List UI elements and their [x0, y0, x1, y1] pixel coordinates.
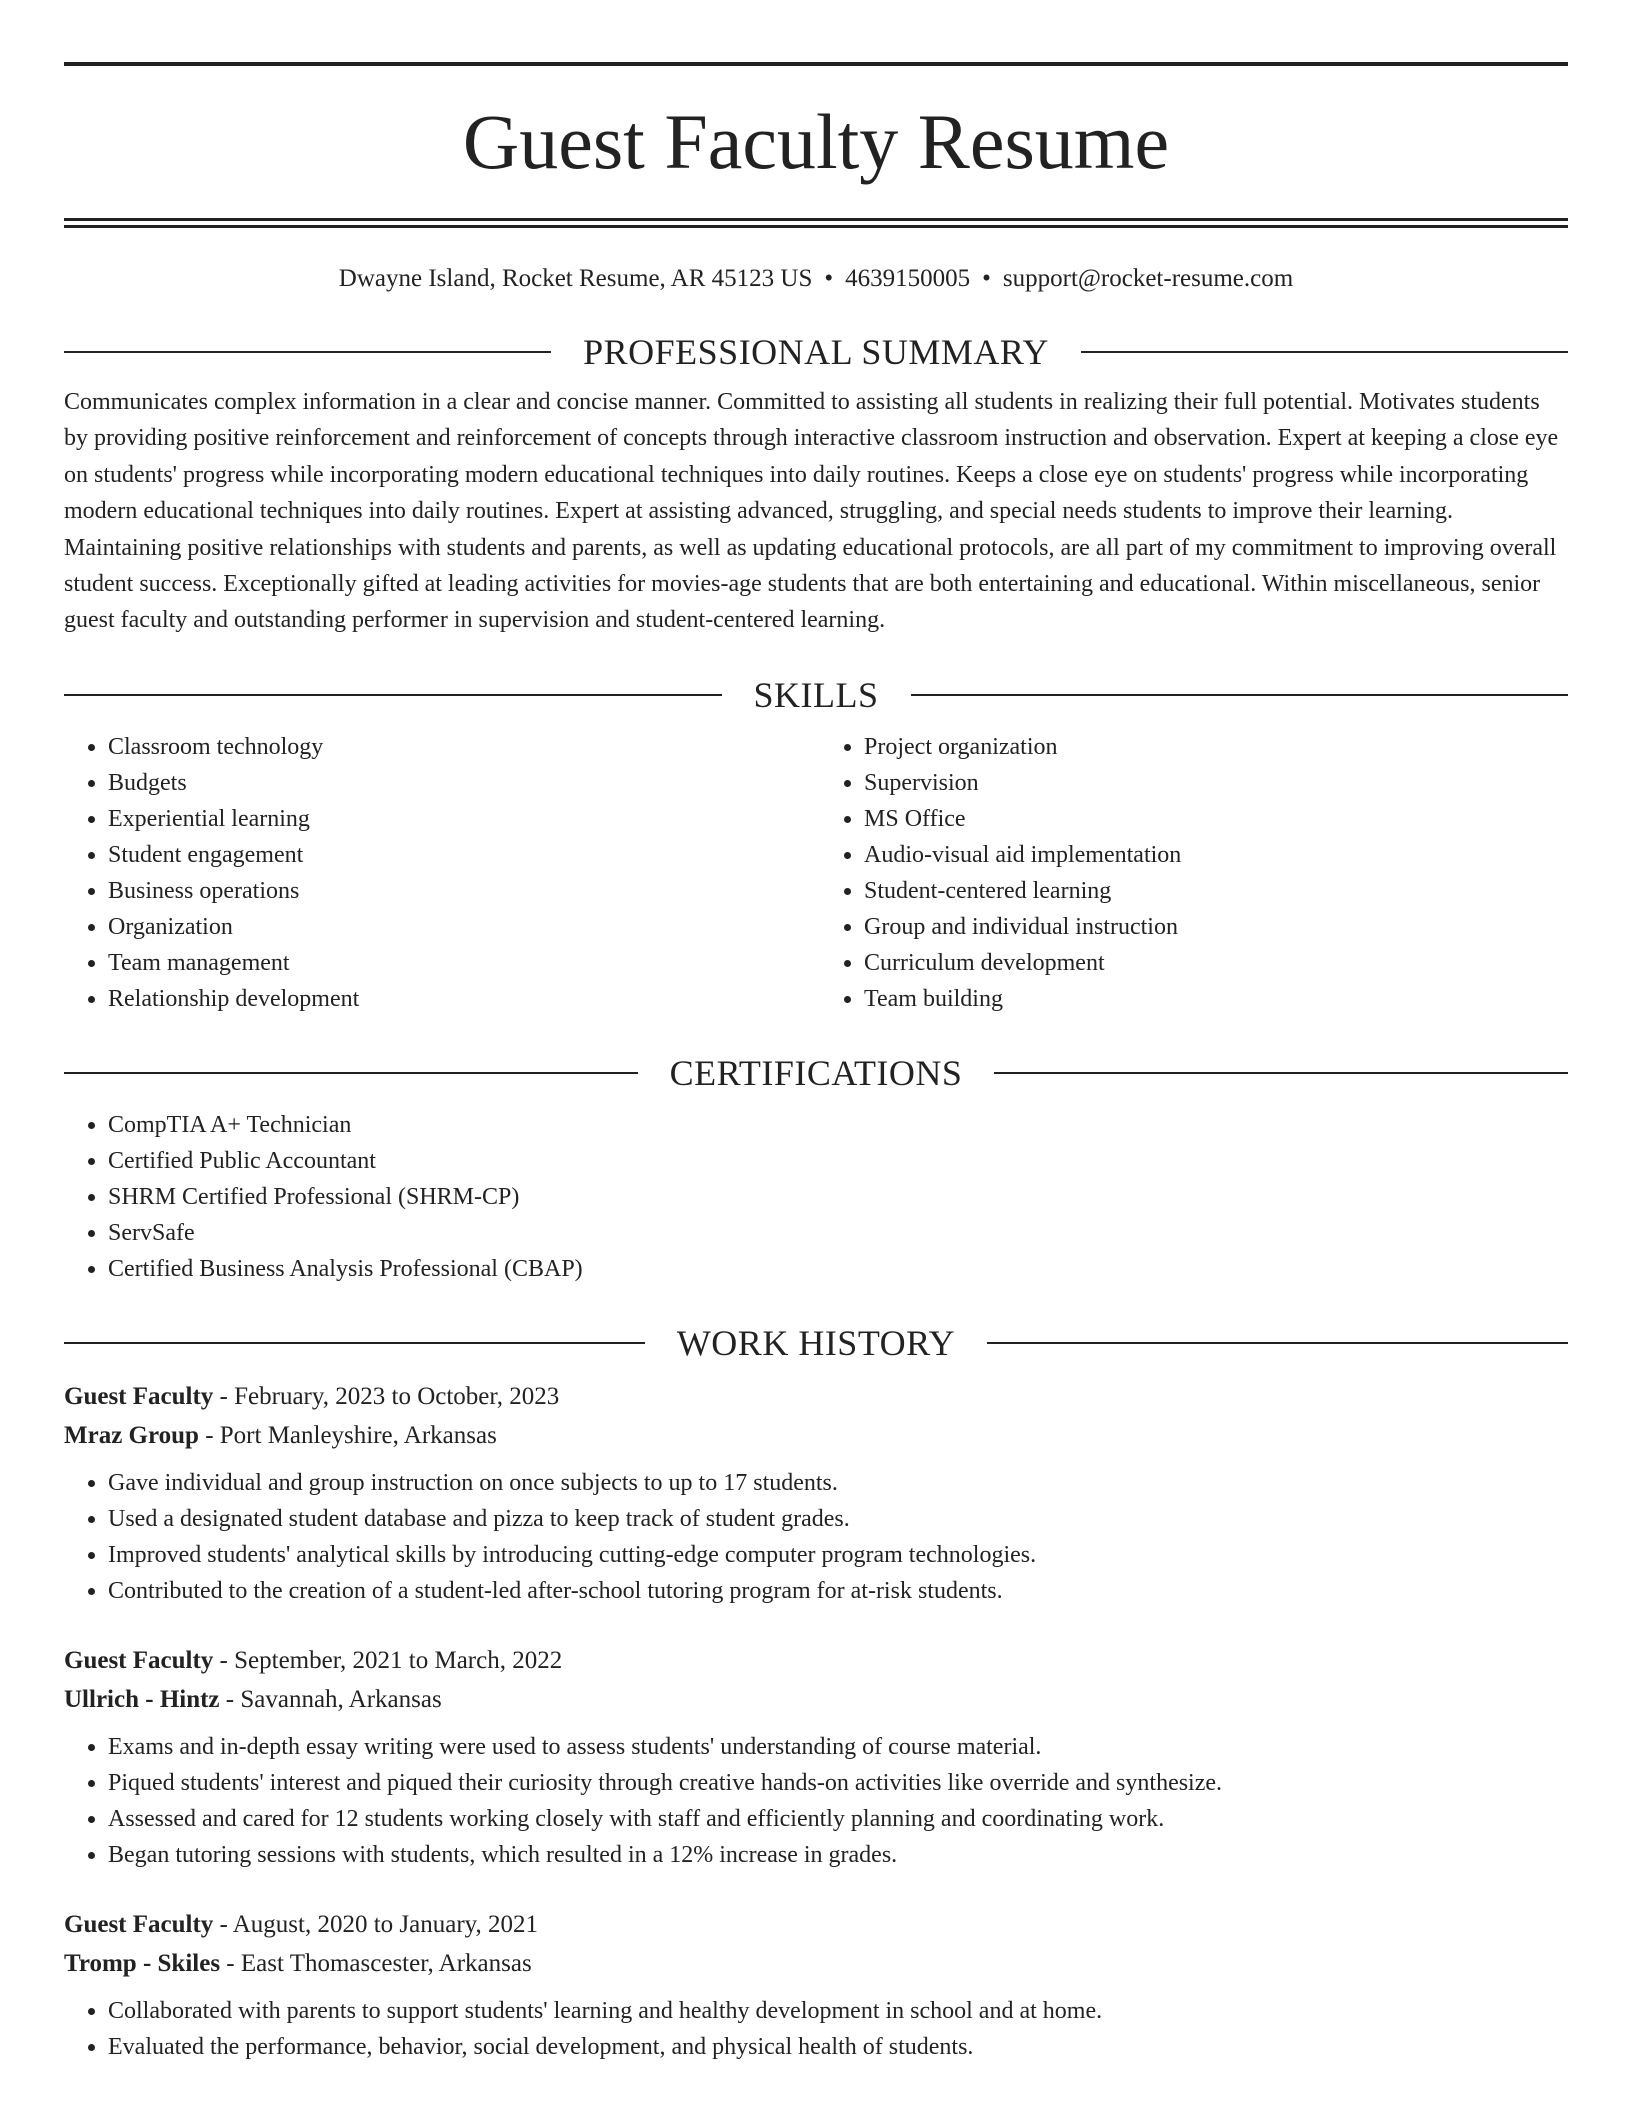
skills-left-column [64, 729, 816, 1017]
skills-left-list [64, 729, 816, 1017]
section-title: PROFESSIONAL SUMMARY [583, 332, 1049, 372]
certifications-block [64, 1107, 1568, 1287]
job-bullets [64, 1465, 1568, 1609]
job-dates: - August, 2020 to January, 2021 [213, 1910, 539, 1938]
job-bullet: • Began tutoring sessions with students, which resulted in a 12% increase in grades. [108, 1837, 1568, 1873]
job-company: Mraz Group [64, 1421, 199, 1449]
skill-item: • Student engagement [108, 837, 816, 873]
skill-item: • Student-centered learning [864, 873, 1568, 909]
heading-rule [911, 694, 1569, 696]
job-title-line [64, 1641, 1568, 1680]
job-dates: - September, 2021 to March, 2022 [213, 1646, 563, 1674]
skills-columns [64, 729, 1568, 1017]
skill-item: • Relationship development [108, 981, 816, 1017]
job-entry [64, 1905, 1568, 2065]
skills-right-list [816, 729, 1568, 1017]
heading-rule [987, 1342, 1568, 1344]
title-double-rule [64, 218, 1568, 228]
skill-item: • Business operations [108, 873, 816, 909]
heading-rule [64, 1342, 645, 1344]
contact-address: Dwayne Island, Rocket Resume, AR 45123 US [338, 265, 813, 292]
job-company: Tromp - Skiles [64, 1949, 221, 1977]
job-entry [64, 1377, 1568, 1609]
job-title: Guest Faculty [64, 1646, 214, 1674]
job-title: Guest Faculty [64, 1382, 214, 1410]
skill-item: • MS Office [864, 801, 1568, 837]
job-company-line [64, 1680, 1568, 1719]
job-company-line [64, 1944, 1568, 1983]
skill-item: • Organization [108, 909, 816, 945]
resume-title: Guest Faculty Resume [462, 98, 1170, 185]
contact-email: support@rocket-resume.com [1002, 265, 1294, 292]
job-bullet: • Assessed and cared for 12 students working closely with staff and efficiently planning and coordinating work. [108, 1801, 1568, 1837]
certification-item: • CompTIA A+ Technician [108, 1107, 1568, 1143]
skill-item: • Project organization [864, 729, 1568, 765]
top-rule [64, 62, 1568, 66]
heading-rule [64, 1072, 638, 1074]
skill-item: • Experiential learning [108, 801, 816, 837]
job-bullets [64, 1993, 1568, 2065]
certifications-list [64, 1107, 1568, 1287]
skills-right-column [816, 729, 1568, 1017]
job-title-line [64, 1377, 1568, 1416]
skill-item: • Supervision [864, 765, 1568, 801]
job-company-line [64, 1416, 1568, 1455]
summary-heading [64, 330, 1568, 374]
skill-item: • Audio-visual aid implementation [864, 837, 1568, 873]
certifications-heading [64, 1051, 1568, 1095]
job-bullets [64, 1729, 1568, 1873]
job-title-line [64, 1905, 1568, 1944]
skill-item: • Group and individual instruction [864, 909, 1568, 945]
job-bullet: • Used a designated student database and pizza to keep track of student grades. [108, 1501, 1568, 1537]
heading-rule [64, 351, 551, 353]
job-bullet: • Collaborated with parents to support students' learning and healthy development in school and at home. [108, 1993, 1568, 2029]
contact-phone: 4639150005 [845, 265, 971, 292]
skill-item: • Budgets [108, 765, 816, 801]
heading-rule [994, 1072, 1568, 1074]
skill-item: • Team management [108, 945, 816, 981]
contact-separator: • [982, 265, 991, 292]
job-bullet: • Improved students' analytical skills by introducing cutting-edge computer program technologies. [108, 1537, 1568, 1573]
summary-text: Communicates complex information in a clear and concise manner. Committed to assisting all students in realizing their full potential. Motivates students by providing positive reinforcement and reinforcement of concepts through interactive classroom instruction and observation. Expert at keeping a close eye on students' progress while incorporating modern educational techniques into daily routines. Keeps a close eye on students' progress while incorporating modern educational techniques into daily routines. Expert at assisting advanced, struggling, and special needs students to improve their learning. Maintaining positive relationships with students and parents, as well as updating educational protocols, are all part of my commitment to improving overall student success. Exceptionally gifted at leading activities for movies-age students that are both entertaining and educational. Within miscellaneous, senior guest faculty and outstanding performer in supervision and student-centered learning. [64, 389, 1559, 634]
certification-item: • SHRM Certified Professional (SHRM-CP) [108, 1179, 1568, 1215]
job-dates: - February, 2023 to October, 2023 [213, 1382, 560, 1410]
contact-line [64, 262, 1568, 296]
heading-rule [1081, 351, 1568, 353]
heading-rule [64, 694, 722, 696]
job-bullet: • Piqued students' interest and piqued their curiosity through creative hands-on activities like override and synthesize. [108, 1765, 1568, 1801]
job-location: - Port Manleyshire, Arkansas [198, 1421, 497, 1449]
job-location: - Savannah, Arkansas [219, 1685, 442, 1713]
skill-item: • Curriculum development [864, 945, 1568, 981]
skill-item: • Team building [864, 981, 1568, 1017]
job-bullet: • Gave individual and group instruction on once subjects to up to 17 students. [108, 1465, 1568, 1501]
job-location: - East Thomascester, Arkansas [220, 1949, 532, 1977]
job-bullet: • Exams and in-depth essay writing were used to assess students' understanding of course material. [108, 1729, 1568, 1765]
skills-heading [64, 673, 1568, 717]
section-title: SKILLS [753, 674, 879, 715]
section-title: CERTIFICATIONS [669, 1052, 963, 1093]
skill-item: • Classroom technology [108, 729, 816, 765]
job-company: Ullrich - Hintz [64, 1685, 220, 1713]
contact-separator: • [824, 265, 834, 292]
job-bullet: • Evaluated the performance, behavior, social development, and physical health of students. [108, 2029, 1568, 2065]
work-history-heading [64, 1321, 1568, 1365]
job-entry [64, 1641, 1568, 1873]
certification-item: • Certified Public Accountant [108, 1143, 1568, 1179]
job-title: Guest Faculty [64, 1910, 214, 1938]
section-title: WORK HISTORY [676, 1322, 956, 1363]
job-bullet: • Contributed to the creation of a student-led after-school tutoring program for at-risk students. [108, 1573, 1568, 1609]
certification-item: • ServSafe [108, 1215, 1568, 1251]
certification-item: • Certified Business Analysis Professional (CBAP) [108, 1251, 1568, 1287]
